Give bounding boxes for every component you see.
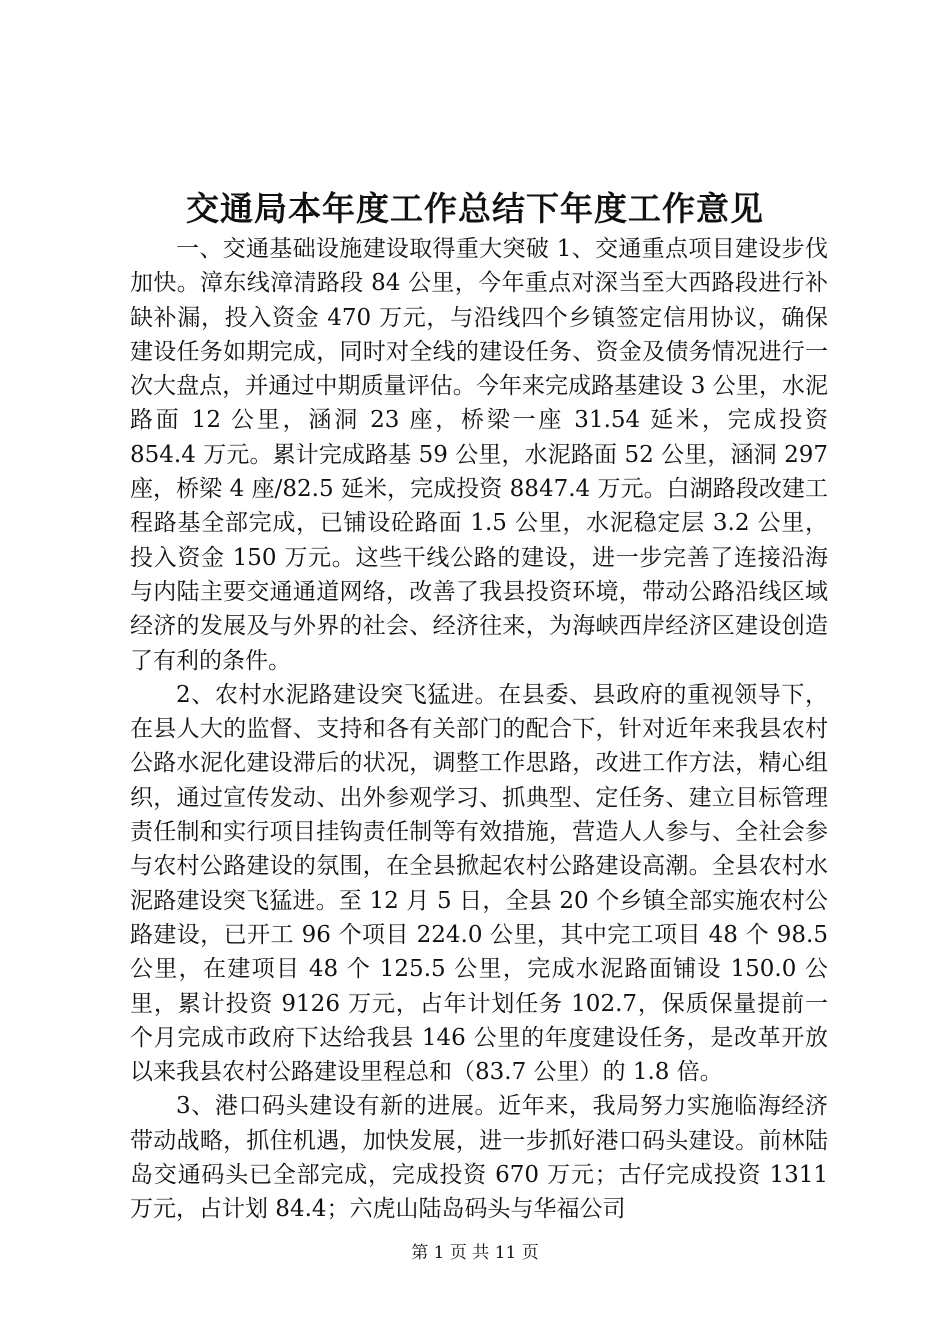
page-number-footer: 第 1 页 共 11 页 — [411, 1243, 539, 1263]
paragraph-1: 一、交通基础设施建设取得重大突破 1、交通重点项目建设步伐加快。漳东线漳清路段 84 公里，今年重点对深当至大西路段进行补缺补漏，投入资金 470 万元，与沿线四个乡镇签定信用协议，确保建设任务如期完成，同时对全线的建设任务、资金及债务情况进行一次大盘点，并通过中期质量评估。今年来完成路基建设 3 公里，水泥路面 12 公里，涵洞 23 座，桥梁一座 31.54 延米，完成投资 854.4 万元。累计完成路基 59 公里，水泥路面 52 公里，涵洞 297 座，桥梁 4 座/82.5 延米，完成投资 8847.4 万元。白湖路段改建工程路基全部完成，已铺设砼路面 1.5 公里，水泥稳定层 3.2 公里，投入资金 150 万元。这些干线公路的建设，进一步完善了连接沿海与内陆主要交通通道网络，改善了我县投资环境，带动公路沿线区域经济的发展及与外界的社会、经济往来，为海峡西岸经济区建设创造了有利的条件。 — [130, 236, 828, 674]
paragraph-3: 3、港口码头建设有新的进展。近年来，我局努力实施临海经济带动战略，抓住机遇，加快发展，进一步抓好港口码头建设。前林陆岛交通码头已全部完成，完成投资 670 万元；古仔完成投资 1311 万元，占计划 84.4；六虎山陆岛码头与华福公司 — [130, 1093, 828, 1223]
paragraph-2: 2、农村水泥路建设突飞猛进。在县委、县政府的重视领导下，在县人大的监督、支持和各有关部门的配合下，针对近年来我县农村公路水泥化建设滞后的状况，调整工作思路，改进工作方法，精心组织，通过宣传发动、出外参观学习、抓典型、定任务、建立目标管理责任制和实行项目挂钩责任制等有效措施，营造人人参与、全社会参与农村公路建设的氛围，在全县掀起农村公路建设高潮。全县农村水泥路建设突飞猛进。至 12 月 5 日，全县 20 个乡镇全部实施农村公路建设，已开工 96 个项目 224.0 公里，其中完工项目 48 个 98.5 公里，在建项目 48 个 125.5 公里，完成水泥路面铺设 150.0 公里，累计投资 9126 万元，占年计划任务 102.7，保质保量提前一个月完成市政府下达给我县 146 公里的年度建设任务，是改革开放以来我县农村公路建设里程总和（83.7 公里）的 1.8 倍。 — [130, 681, 828, 1086]
document-body — [130, 232, 828, 1227]
document-title: 交通局本年度工作总结下年度工作意见 — [186, 189, 764, 228]
